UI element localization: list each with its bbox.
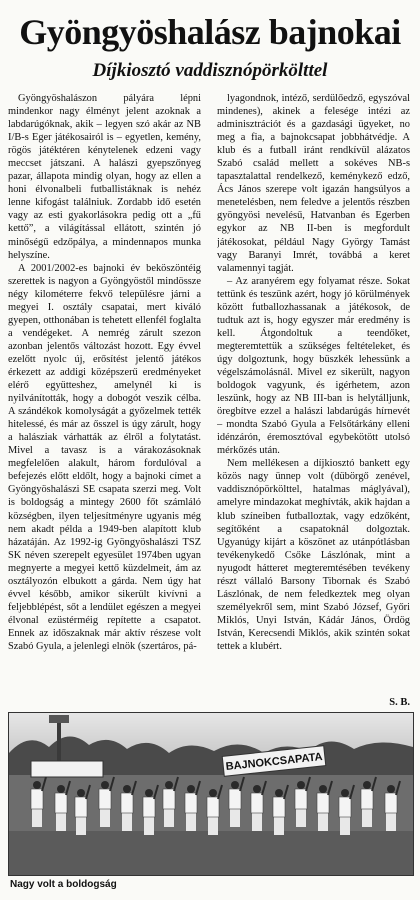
photo-illustration xyxy=(9,713,413,875)
article-headline: Gyöngyöshalász bajnokai xyxy=(19,12,401,52)
floodlight xyxy=(49,715,69,723)
article-paragraph: Gyöngyöshalászon pályára lépni mindenkor nagy élményt jelent azoknak a labdarúgóknak, akik – legyen szó akár az NB I/B-s Eger játékosairól is – egyetlen, kemény, rögös játéktéren kénytelenek edzeni vagy meccset játszani. A halászi gyepszőnyeg pazar, állapota mindig olyan, hogy az ellen a honi élvonalbeli futballistáknak is nehéz lenne kifogást találniuk. Zordabb idő esetén vagy az esti gyakorlásokra pedig ott a „fű kettő”, a világítással ellátott, szintén jó minőségű edzőpálya, a mindennapos munka helyszíne. xyxy=(8,93,201,261)
banner-right-text: BAJNOKCSAPATA xyxy=(225,750,324,774)
article-paragraph: Nem mellékesen a díjkiosztó bankett egy közös nagy ünnep volt (dübörgő zenével, vaddisznópörkölttel, hatalmas máglyával), amelyre mindazokat meghívták, akik hajdan a klub színeiben futballoztak, vagy edzőként, segítőként a csapatoknál dolgoztak. Ugyanúgy kijárt a köszönet az utánpótlásban tevékenykedő Csőke Lászlónak, mint a nyugodt hátteret megteremtésében tevékeny részt vállaló Barsony Tibornak és Szabó Lászlónak, de nem feledkeztek meg olyan személyekről sem, mint Szabó József, Győri Miklós, Unyi István, Kádár János, Ördög István, Kerecsendi Miklós, akik szintén sokat tettek a klubért. xyxy=(217,458,410,652)
article-column-left xyxy=(8,92,201,694)
article-subheadline: Díjkiosztó vaddisznópörkölttel xyxy=(92,60,328,81)
photo-caption: Nagy volt a boldogság xyxy=(10,879,117,890)
article-column-right xyxy=(217,92,410,694)
article-paragraph: lyagondnok, intéző, serdülőedző, egyszóval mindenes), akinek a felesége intézi az adminisztrációt és a gazdasági ügyeket, no meg a fia, a bajnokcsapat jobbhátvédje. A klub és a futball iránt rendkívül alázatos Szabó család mellett a sokéves NB-s tapasztalattal rendelkező, keménykező edző, Ács János szerepe volt igazán hangsúlyos a menetelésben, nem feledve a jelentős részben gyöngyösi nevelésű, Hatvanban és Egerben egykor az NB II-ben is megfordult játékosokat, például Nagy György Tamást vagy Baranyi Imrét, továbbá a keret valamennyi tagját. xyxy=(217,93,410,274)
article-paragraph: A 2001/2002-es bajnoki év beköszöntéig szerettek is nagyon a Gyöngyöstől mindössze négy kilométerre fekvő településre járni a megyei I. osztály csapatai, mert kiváló gyepen, otthonában is tehetett ellenfél foglalta a vendégeket. A nemrég zárult szezon azonban jelentős változást hozott. Egy évvel ezelőtt nyolc új, erősítést jelentő játékos érkezett az addigi középszerű eredményeket elérő együtteshez, amelynél ki is nyilvánították, hogy a dobogót veszik célba. A szándékok komolyságát a győzelmek tették hitelessé, és már az ősszel is úgy zárult, hogy a halásziak várhatták az élről a folytatást. Mivel a tavasz is a várakozásoknak megfelelően alakult, három fordulóval a befejezés előtt eldőlt, hogy a bajnoki címet a Gyöngyöshalászi SE csapata szerzi meg. Volt is boldogság a mintegy 2600 főt számláló községben, ilyen teljesítményre ugyanis még nem akadt példa a 1949-ben alapított klub házatáján. Az 1992-ig Gyöngyöshalászi TSZ SK néven szerepelt egyesület 1974ben ugyan megnyerte a megyei kettő küzdelmeit, ám az osztályozón elbukott a gárda. Nem úgy hat évvel később, amikor sikerült kivívni a feljebblépést, sőt a lendület egészen a megyei élvonal ezüstérméig repítette a csapatot. Ennek az időszaknak már aktív részese volt Szabó Gyula, a jelenlegi elnök (szertáros, pá- xyxy=(8,262,201,652)
team-celebration-photo xyxy=(8,712,414,876)
author-signature: S. B. xyxy=(389,697,410,708)
pitch-foreground xyxy=(9,831,413,875)
banner-left xyxy=(31,761,103,777)
article-paragraph: – Az aranyérem egy folyamat része. Sokat tettünk és teszünk azért, hogy jó körülmények között futballozhassanak a játékosok, de tudtuk azt is, hogy egyszer már eredmény is kell. Átgondoltuk a teendőket, megteremtettük a szükséges feltételeket, és úgy dolgoztunk, hogy büszkék lehessünk a végelszámolásnál. Mivel ez sikerült, nagyon boldogok vagyunk, és igérhetem, azon leszünk, hogy az NB III-ban is helytálljunk, öregbítve ezzel a halászi labdarúgás hírnevét – mondta Szabó Gyula a Felsőtárkány elleni idénzárón, éremosztóval egybekötött utolsó mérkőzés után. xyxy=(217,275,410,457)
